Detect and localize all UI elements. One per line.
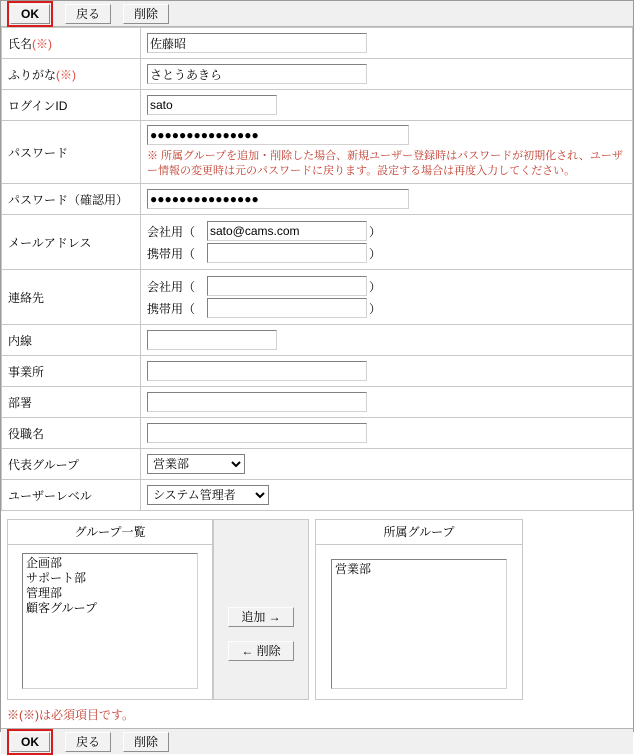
label-extension: 内線 <box>8 333 33 348</box>
user-level-select[interactable] <box>147 485 269 505</box>
label-office: 事業所 <box>8 364 45 379</box>
label-loginid: ログインID <box>8 98 68 113</box>
mail-mobile-close: ） <box>369 246 382 261</box>
label-password-confirm: パスワード（確認用） <box>8 192 129 207</box>
transfer-buttons <box>214 569 308 699</box>
remove-group-button[interactable]: ← 削除 <box>228 641 294 661</box>
field-password-confirm-cell <box>141 184 633 215</box>
table-row-kana <box>2 59 633 90</box>
label-kana: ふりがな <box>8 67 57 82</box>
label-main-group-cell <box>2 449 141 480</box>
table-row-mail <box>2 215 633 270</box>
tel-company-input[interactable] <box>207 276 367 296</box>
mail-company-close: ） <box>369 224 382 239</box>
field-contact-cell <box>141 270 633 325</box>
label-department-cell <box>2 387 141 418</box>
user-form-table <box>1 27 633 511</box>
tel-mobile-row <box>147 298 626 318</box>
password-note: ※ 所属グループを追加・削除した場合、新規ユーザー登録時はパスワードが初期化され、ユーザー情報の変更時は元のパスワードに戻ります。設定する場合は再度入力してください。 <box>147 150 623 177</box>
list-item[interactable]: 営業部 <box>335 562 372 576</box>
field-password-cell <box>141 121 633 184</box>
password-confirm-input[interactable] <box>147 189 409 209</box>
mail-mobile-input[interactable] <box>207 243 367 263</box>
ok-button-highlight-bottom <box>7 729 53 755</box>
field-position-cell <box>141 418 633 449</box>
list-item[interactable]: サポート部 <box>26 571 87 585</box>
add-group-button[interactable]: 追加 → <box>228 607 294 627</box>
table-row-position <box>2 418 633 449</box>
mail-company-caption: 会社用（ <box>147 224 196 239</box>
label-user-level: ユーザーレベル <box>8 488 92 503</box>
extension-input[interactable] <box>147 330 277 350</box>
transfer-panel-spacer <box>214 520 308 545</box>
field-kana-cell <box>141 59 633 90</box>
assigned-groups-title: 所属グループ <box>316 520 522 545</box>
top-toolbar <box>1 1 633 27</box>
field-extension-cell <box>141 325 633 356</box>
tel-mobile-input[interactable] <box>207 298 367 318</box>
mail-mobile-row <box>147 243 626 263</box>
label-position-cell <box>2 418 141 449</box>
kana-input[interactable] <box>147 64 367 84</box>
label-main-group: 代表グループ <box>8 457 80 472</box>
office-input[interactable] <box>147 361 367 381</box>
label-loginid-cell <box>2 90 141 121</box>
table-row-name <box>2 28 633 59</box>
label-mail-cell <box>2 215 141 270</box>
mail-company-input[interactable] <box>207 221 367 241</box>
mail-mobile-caption: 携帯用（ <box>147 246 196 261</box>
transfer-buttons-panel <box>213 519 309 700</box>
required-mark-name: (※) <box>32 36 53 51</box>
table-row-user-level <box>2 480 633 511</box>
label-password-confirm-cell <box>2 184 141 215</box>
department-input[interactable] <box>147 392 367 412</box>
table-row-loginid <box>2 90 633 121</box>
label-extension-cell <box>2 325 141 356</box>
table-row-contact <box>2 270 633 325</box>
label-password: パスワード <box>8 145 69 160</box>
available-groups-listbox[interactable] <box>22 553 198 689</box>
delete-button-top[interactable]: 削除 <box>123 4 169 24</box>
label-password-cell <box>2 121 141 184</box>
password-input[interactable] <box>147 125 409 145</box>
field-user-level-cell <box>141 480 633 511</box>
available-groups-title: グループ一覧 <box>8 520 212 545</box>
list-item[interactable]: 顧客グループ <box>26 601 98 615</box>
tel-company-caption: 会社用（ <box>147 279 196 294</box>
back-button-top[interactable]: 戻る <box>65 4 111 24</box>
field-loginid-cell <box>141 90 633 121</box>
table-row-department <box>2 387 633 418</box>
label-name-cell <box>2 28 141 59</box>
loginid-input[interactable] <box>147 95 277 115</box>
field-office-cell <box>141 356 633 387</box>
required-note: ※(※)は必須項目です。 <box>7 708 135 722</box>
tel-mobile-close: ） <box>369 301 382 316</box>
main-group-select[interactable] <box>147 454 245 474</box>
required-mark-kana: (※) <box>56 67 77 82</box>
label-contact-cell <box>2 270 141 325</box>
back-button-bottom[interactable]: 戻る <box>65 732 111 752</box>
group-selection-area <box>7 519 627 700</box>
available-groups-panel <box>7 519 213 700</box>
label-kana-cell <box>2 59 141 90</box>
tel-company-row <box>147 276 626 296</box>
label-department: 部署 <box>8 395 33 410</box>
name-input[interactable] <box>147 33 367 53</box>
label-position: 役職名 <box>8 426 45 441</box>
list-item[interactable]: 企画部 <box>26 556 63 570</box>
table-row-main-group <box>2 449 633 480</box>
table-row-password-confirm <box>2 184 633 215</box>
label-office-cell <box>2 356 141 387</box>
label-name: 氏名 <box>8 36 33 51</box>
field-main-group-cell <box>141 449 633 480</box>
ok-button-highlight-top <box>7 1 53 27</box>
assigned-groups-panel <box>315 519 523 700</box>
table-row-office <box>2 356 633 387</box>
field-department-cell <box>141 387 633 418</box>
tel-company-close: ） <box>369 279 382 294</box>
mail-company-row <box>147 221 626 241</box>
position-input[interactable] <box>147 423 367 443</box>
table-row-password <box>2 121 633 184</box>
ok-button-bottom[interactable]: OK <box>10 732 50 752</box>
label-mail: メールアドレス <box>8 235 92 250</box>
tel-mobile-caption: 携帯用（ <box>147 301 196 316</box>
field-name-cell <box>141 28 633 59</box>
delete-button-bottom[interactable]: 削除 <box>123 732 169 752</box>
list-item[interactable]: 管理部 <box>26 586 63 600</box>
assigned-groups-listbox[interactable] <box>331 559 507 689</box>
table-row-extension <box>2 325 633 356</box>
ok-button-top[interactable]: OK <box>10 4 50 24</box>
label-contact: 連絡先 <box>8 290 45 305</box>
field-mail-cell <box>141 215 633 270</box>
label-user-level-cell <box>2 480 141 511</box>
